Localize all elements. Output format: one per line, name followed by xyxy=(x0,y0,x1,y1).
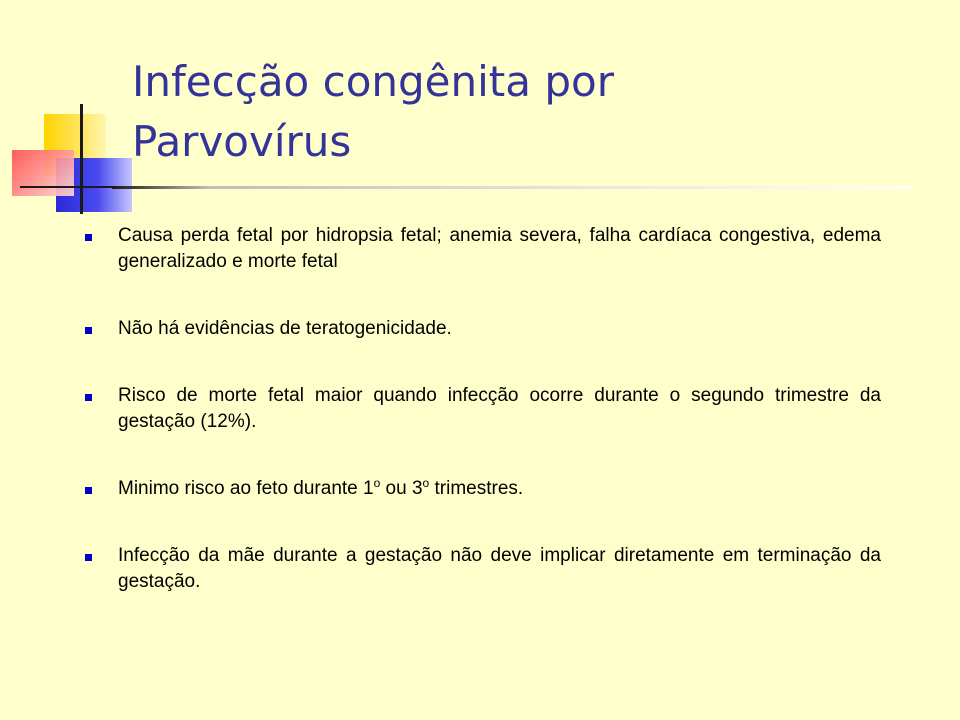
bullet-text: Causa perda fetal por hidropsia fetal; anemia severa, falha cardíaca congestiva, edema generalizado e morte fetal xyxy=(118,225,881,272)
slide-title-line-2: Parvovírus xyxy=(132,117,352,166)
bullet-text: Infecção da mãe durante a gestação não deve implicar diretamente em terminação da gestação. xyxy=(118,545,881,592)
bullet-text-part: trimestres. xyxy=(429,478,524,499)
red-square-decoration xyxy=(12,150,74,196)
bullet-square-icon xyxy=(85,394,92,401)
bullet-item xyxy=(84,316,881,342)
bullet-text-part: Minimo risco ao feto durante 1 xyxy=(118,478,374,499)
bullet-item xyxy=(84,476,881,502)
ordinal-superscript: o xyxy=(373,476,381,490)
bullet-item xyxy=(84,223,881,275)
slide-title-line-1: Infecção congênita por xyxy=(132,57,614,106)
bullet-text-part: ou 3 xyxy=(380,478,423,499)
ordinal-superscript: o xyxy=(422,476,430,490)
bullet-text: Não há evidências de teratogenicidade. xyxy=(118,318,452,339)
bullet-item xyxy=(84,543,881,595)
bullet-square-icon xyxy=(85,554,92,561)
bullet-list xyxy=(84,223,881,595)
horizontal-rule-decoration xyxy=(20,186,112,188)
slide-title xyxy=(132,52,922,172)
bullet-square-icon xyxy=(85,487,92,494)
bullet-square-icon xyxy=(85,327,92,334)
vertical-rule-decoration xyxy=(80,104,83,214)
bullet-item xyxy=(84,383,881,435)
title-underline xyxy=(112,186,912,189)
bullet-square-icon xyxy=(85,234,92,241)
bullet-text: Risco de morte fetal maior quando infecção ocorre durante o segundo trimestre da gestação (12%). xyxy=(118,385,881,432)
